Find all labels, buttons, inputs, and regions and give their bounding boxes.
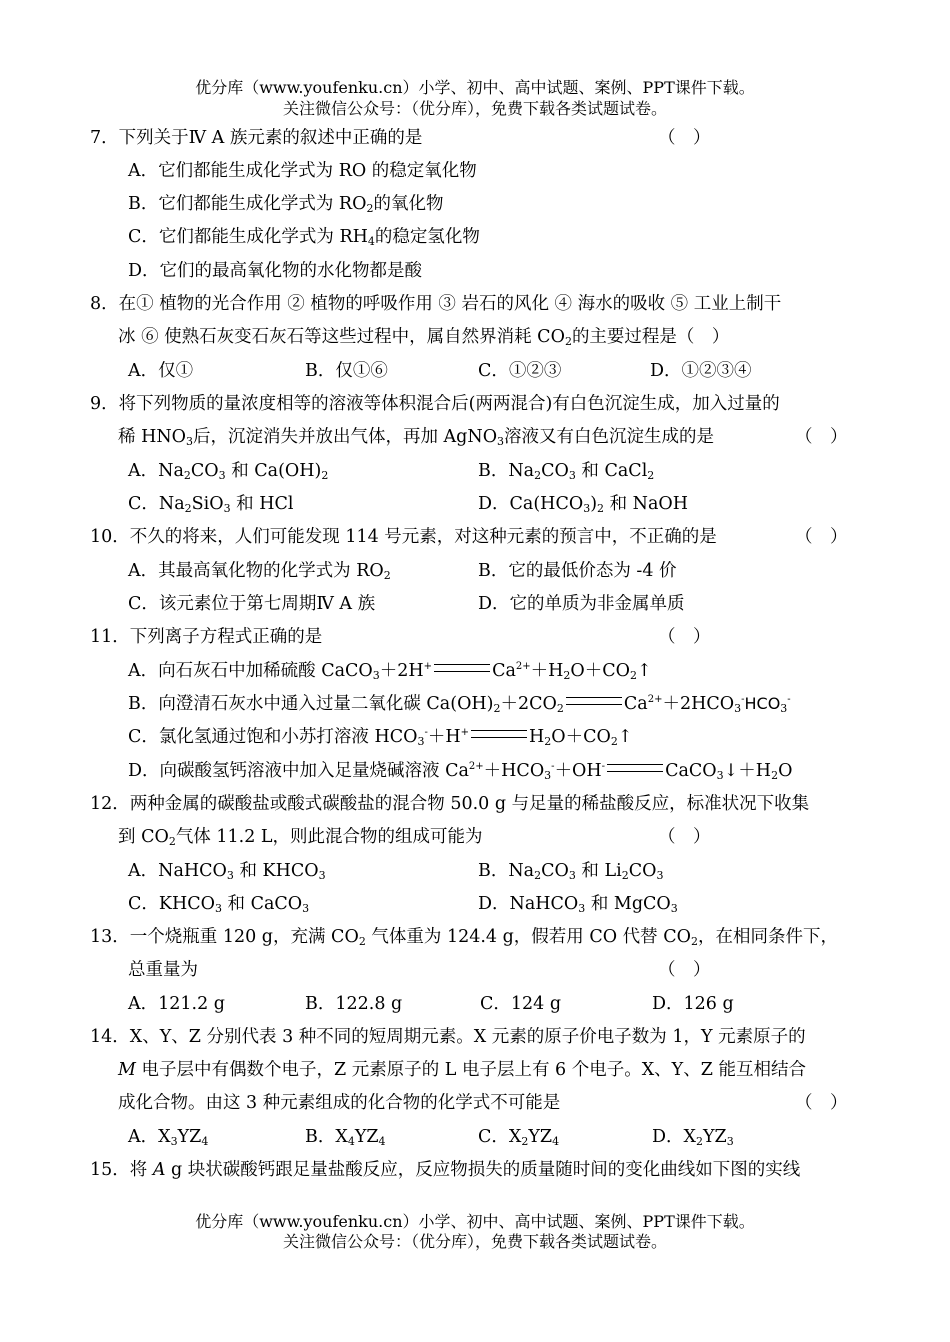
header-line-1: 优分库（www.youfenku.cn）小学、初中、高中试题、案例、PPT课件下载。 [195, 78, 755, 97]
q7-option-d: D．它们的最高氧化物的水化物都是酸 [128, 261, 423, 281]
q14-option-c: C．$X_2YZ_4$ [478, 1127, 560, 1148]
q13-option-b: B．122.8 g [305, 994, 403, 1014]
q9-option-c: C．$Na_2SiO_3$ 和 HCl [128, 494, 294, 515]
q12-answer-paren: （ ） [658, 827, 711, 847]
q7-option-b: B．它们都能生成化学式为 $RO_2$的氧化物 [128, 194, 444, 215]
q11-option-c: C．氯化氢通过饱和小苏打溶液 $HCO_3^-+H^+$ $H_2O+CO_2↑$ [128, 727, 633, 748]
footer-line-1: 优分库（www.youfenku.cn）小学、初中、高中试题、案例、PPT课件下载。 [195, 1212, 755, 1231]
q14-answer-paren: （ ） [795, 1093, 848, 1113]
q12-option-d: D．NaHCO$_3$ 和 MgCO$_3$ [478, 894, 678, 915]
q8-option-d: D．①②③④ [650, 361, 752, 381]
q13-option-c: C．124 g [480, 994, 562, 1014]
q14-option-b: B．$X_4YZ_4$ [305, 1127, 386, 1148]
q9-option-d: D．$Ca(HCO_3)_2$ 和 NaOH [478, 494, 688, 515]
q15-stem: 15．将 A g 块状碳酸钙跟足量盐酸反应，反应物损失的质量随时间的变化曲线如下图的实线 [90, 1160, 801, 1180]
q10-option-d: D．它的单质为非金属单质 [478, 594, 685, 614]
q9-stem-line-2: 稀 $HNO_3$后，沉淀消失并放出气体，再加 AgNO$_3$溶液又有白色沉淀生成的是 [118, 427, 715, 448]
q13-answer-paren: （ ） [658, 960, 711, 980]
q9-answer-paren: （ ） [795, 427, 848, 447]
q7-answer-paren: （ ） [658, 128, 711, 148]
q14-option-a: A．$X_3YZ_4$ [128, 1127, 209, 1148]
q14-stem-line-1: 14．X、Y、Z 分别代表 3 种不同的短周期元素。X 元素的原子价电子数为 1，Y 元素原子的 [90, 1027, 806, 1047]
q7-option-a: A．它们都能生成化学式为 RO 的稳定氧化物 [128, 161, 477, 181]
q14-option-d: D．$X_2YZ_3$ [652, 1127, 734, 1148]
q8-option-c: C．①②③ [478, 361, 562, 381]
q11-option-d: D．向碳酸氢钙溶液中加入足量烧碱溶液 $Ca^{2+}+HCO_3^-+OH^-$ $CaCO_3↓+H_2O$ [128, 761, 793, 782]
q12-option-a: A．NaHCO$_3$ 和 $KHCO_3$ [128, 861, 326, 882]
q13-option-a: A．121.2 g [128, 994, 226, 1014]
equals-sign [566, 697, 622, 705]
q11-option-a: A．向石灰石中加稀硫酸 CaCO$_3$＋2H+ $Ca^{2+}+H_2O+CO_2↑$ [128, 661, 652, 682]
q7-option-c: C．它们都能生成化学式为 $RH_4$的稳定氢化物 [128, 227, 480, 248]
q12-option-c: C．$KHCO_3$ 和 CaCO$_3$ [128, 894, 310, 915]
q12-stem-line-2: 到 $CO_2$气体 11.2 L，则此混合物的组成可能为 [118, 827, 483, 848]
q10-option-b: B．它的最低价态为 -4 价 [478, 561, 677, 581]
q11-answer-paren: （ ） [658, 627, 711, 647]
q8-option-b: B．仅①⑥ [305, 361, 388, 381]
equals-sign [471, 730, 527, 738]
q11-stem: 11．下列离子方程式正确的是 [90, 627, 323, 647]
q10-option-a: A．其最高氧化物的化学式为 $RO_2$ [128, 561, 391, 582]
q14-stem-line-2: M 电子层中有偶数个电子，Z 元素原子的 L 电子层上有 6 个电子。X、Y、Z 能互相结合 [118, 1060, 806, 1080]
footer-line-2: 关注微信公众号：（优分库），免费下载各类试题试卷。 [282, 1232, 667, 1251]
q13-option-d: D．126 g [652, 994, 734, 1014]
q9-option-b: B．$Na_2CO_3$ 和 CaCl$_2$ [478, 461, 655, 482]
q8-stem-line-1: 8．在① 植物的光合作用 ② 植物的呼吸作用 ③ 岩石的风化 ④ 海水的吸收 ⑤ 工业上制干 [90, 294, 782, 314]
q8-stem-line-2: 冰 ⑥ 使熟石灰变石灰石等这些过程中，属自然界消耗 $CO_2$的主要过程是（ ） [118, 327, 730, 348]
q8-option-a: A．仅① [128, 361, 194, 381]
q10-answer-paren: （ ） [795, 527, 848, 547]
q11-option-b: B．向澄清石灰水中通入过量二氧化碳 $Ca(OH)_2+2CO_2$ $Ca^{2+}+2HCO_3^-HCO_3^-$ [128, 694, 791, 715]
equals-sign [607, 764, 663, 772]
q9-stem-line-1: 9．将下列物质的量浓度相等的溶液等体积混合后(两两混合)有白色沉淀生成，加入过量的 [90, 394, 780, 414]
q10-option-c: C．该元素位于第七周期Ⅳ A 族 [128, 594, 376, 614]
q12-stem-line-1: 12．两种金属的碳酸盐或酸式碳酸盐的混合物 50.0 g 与足量的稀盐酸反应，标准状况下收集 [90, 794, 810, 814]
q13-stem-line-1: 13．一个烧瓶重 120 g，充满 $CO_2$ 气体重为 124.4 g，假若用 CO 代替 $CO_2$，在相同条件下， [90, 927, 838, 948]
q14-stem-line-3: 成化合物。由这 3 种元素组成的化合物的化学式不可能是 [118, 1093, 561, 1113]
header-line-2: 关注微信公众号：（优分库），免费下载各类试题试卷。 [282, 99, 667, 118]
q9-option-a: A．$Na_2CO_3$ 和 $Ca(OH)_2$ [128, 461, 329, 482]
q10-stem: 10．不久的将来，人们可能发现 114 号元素，对这种元素的预言中，不正确的是 [90, 527, 717, 547]
q13-stem-line-2: 总重量为 [128, 960, 198, 980]
equals-sign [434, 664, 490, 672]
q12-option-b: B．$Na_2CO_3$ 和 $Li_2CO_3$ [478, 861, 664, 882]
q7-stem: 7．下列关于Ⅳ A 族元素的叙述中正确的是 [90, 128, 423, 148]
